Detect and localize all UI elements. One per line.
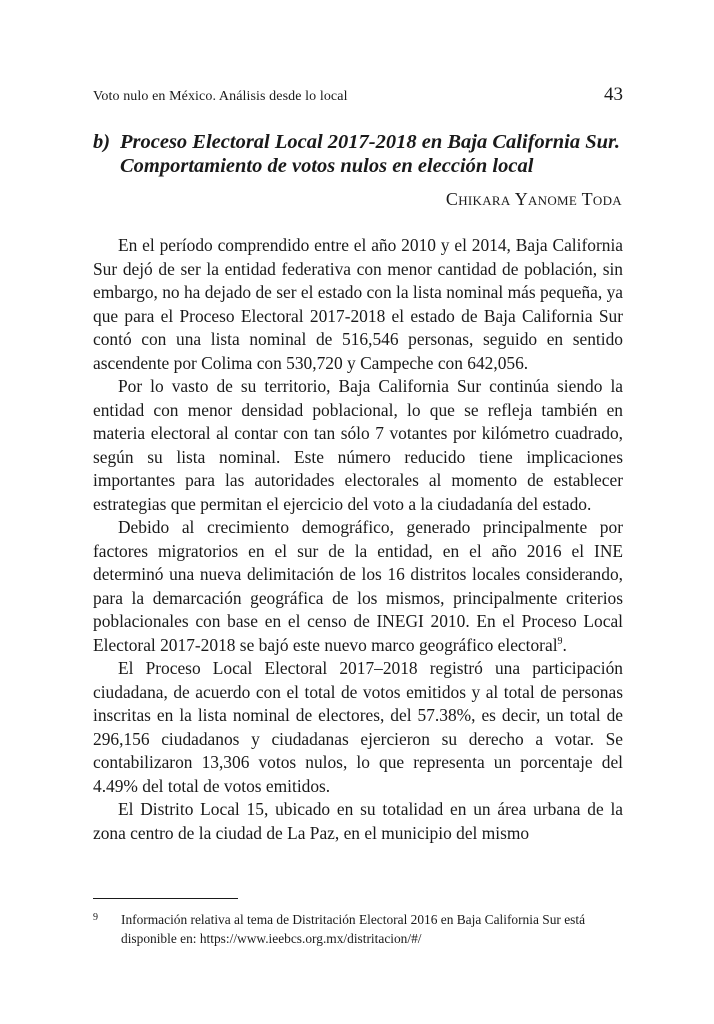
body-text [93, 234, 623, 845]
running-header [93, 86, 623, 108]
footnote-reference: 9 [557, 635, 563, 647]
footnote-mark: 9 [93, 912, 98, 923]
paragraph: El Proceso Local Electoral 2017–2018 registró una participación ciudadana, de acuerdo con el total de votos emitidos y al total de personas inscritas en la lista nominal de electores, del 57.38%, es decir, un total de 296,156 ciudadanos y ciudadanas ejercieron su derecho a votar. Se contabilizaron 13,306 votos nulos, lo que representa un porcentaje del 4.49% del total de votos emitidos. [93, 658, 623, 796]
footnote-text: Información relativa al tema de Distritación Electoral 2016 en Baja California Sur está disponible en: https://www.ieebcs.org.mx/distritacion/#/ [121, 912, 586, 946]
paragraph-text: Debido al crecimiento demográfico, generado principalmente por factores migratorios en el sur de la entidad, en el año 2016 el INE determinó una nueva delimitación de los 16 distritos locales considerando, para la demarcación geográfica de los mismos, principalmente criterios poblacionales con base en el censo de INEGI 2010. En el Proceso Local Electoral 2017-2018 se bajó este nuevo marco geográfico electoral [93, 517, 623, 655]
section-label: b) [93, 131, 111, 153]
paragraph: Por lo vasto de su territorio, Baja California Sur continúa siendo la entidad con menor densidad poblacional, lo que se refleja también en materia electoral al contar con tan sólo 7 votantes por kilómetro cuadrado, según su lista nominal. Este número reducido tiene implicaciones importantes para las autoridades electorales al momento de establecer estrategias que permitan el ejercicio del voto a la ciudadanía del estado. [93, 376, 623, 514]
footnote-divider [93, 898, 238, 899]
paragraph: El Distrito Local 15, ubicado en su totalidad en un área urbana de la zona centro de la ciudad de La Paz, en el municipio del mismo [93, 799, 623, 843]
author-name: Chikara Yanome Toda [445, 189, 622, 209]
paragraph: En el período comprendido entre el año 2010 y el 2014, Baja California Sur dejó de ser la entidad federativa con menor cantidad de población, sin embargo, no ha dejado de ser el estado con la lista nominal más pequeña, ya que para el Proceso Electoral 2017-2018 el estado de Baja California Sur contó con una lista nominal de 516,546 personas, seguido en sentido ascendente por Colima con 530,720 y Campeche con 642,056. [93, 235, 623, 373]
section-heading [93, 130, 623, 178]
paragraph: Debido al crecimiento demográfico, generado principalmente por factores migratorios en el sur de la entidad, en el año 2016 el INE determinó una nueva delimitación de los 16 distritos locales considerando, para la demarcación geográfica de los mismos, principalmente criterios poblacionales con base en el censo de INEGI 2010. En el Proceso Local Electoral 2017-2018 se bajó este nuevo marco geográfico electoral$^9$. [93, 517, 623, 655]
running-title: Voto nulo en México. Análisis desde lo local [93, 89, 348, 104]
footnote [93, 910, 623, 948]
section-title: Proceso Electoral Local 2017-2018 en Baja California Sur. Comportamiento de votos nulos en elección local [120, 131, 620, 177]
page-number: 43 [604, 84, 623, 105]
